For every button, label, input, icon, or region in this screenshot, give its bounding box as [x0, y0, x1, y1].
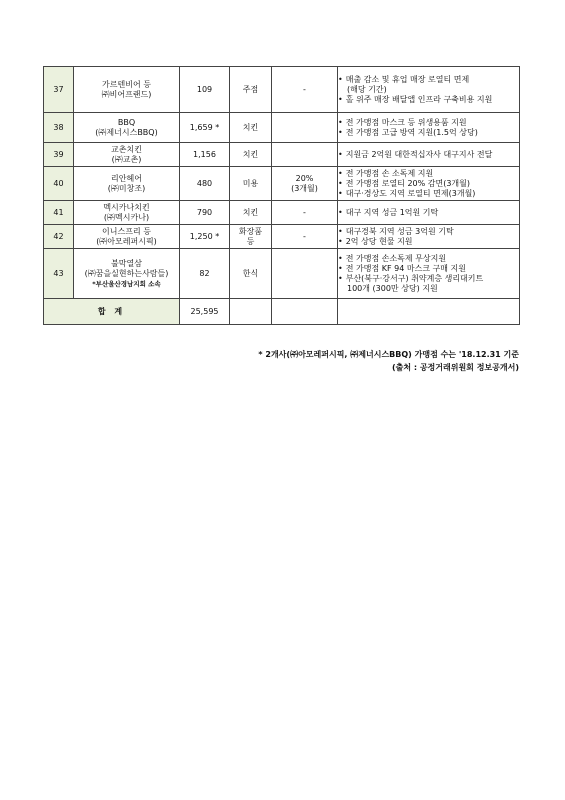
table-row	[44, 249, 520, 299]
table-row	[44, 113, 520, 143]
brand-name-line: 교촌치킨	[111, 144, 142, 154]
store-count: 1,250 *	[180, 225, 230, 249]
brand-name-cell	[74, 225, 180, 249]
support-bullet-item: • 지원금 2억원 대한적십자사 대구지사 전달	[338, 150, 519, 160]
brand-name-line: 멕시카나치킨	[103, 202, 150, 212]
support-cell	[338, 113, 520, 143]
support-cell	[338, 67, 520, 113]
royalty-line: -	[303, 84, 306, 94]
total-support-empty	[338, 299, 520, 325]
footnotes	[258, 348, 519, 374]
support-bullet-item: • 전 가맹점 마스크 등 위생용품 지원	[338, 118, 519, 128]
royalty-cell	[272, 201, 338, 225]
brand-name-cell	[74, 143, 180, 167]
store-count: 109	[180, 67, 230, 113]
support-bullet-item: • 2억 상당 현물 지원	[338, 237, 519, 247]
support-bullet-item: • 홀 위주 매장 배달앱 인프라 구축비용 지원	[338, 95, 519, 105]
store-count: 82	[180, 249, 230, 299]
sector-cell	[230, 143, 272, 167]
support-bullet-item: • 전 가맹점 고급 방역 지원(1.5억 상당)	[338, 128, 519, 138]
total-row	[44, 299, 520, 325]
royalty-cell	[272, 167, 338, 201]
support-bullet-item: • 대구경북 지역 성금 3억원 기탁	[338, 227, 519, 237]
royalty-line: -	[303, 207, 306, 217]
sector-cell	[230, 249, 272, 299]
row-number: 40	[44, 167, 74, 201]
sector-line: 치킨	[242, 149, 259, 159]
footnote-source: (출처 : 공정거래위원회 정보공개서)	[391, 363, 519, 372]
support-cell	[338, 143, 520, 167]
table-body	[44, 67, 520, 299]
sector-cell	[230, 67, 272, 113]
support-bullet-item: • 매출 감소 및 휴업 매장 로열티 면제	[338, 75, 519, 85]
store-count: 790	[180, 201, 230, 225]
sector-line: 등	[246, 236, 255, 246]
royalty-line: -	[303, 231, 306, 241]
brand-name-line: 이니스프리 등	[102, 226, 151, 236]
sector-line: 주점	[242, 84, 259, 94]
brand-name-cell	[74, 167, 180, 201]
sector-cell	[230, 113, 272, 143]
total-label: 합 계	[44, 299, 180, 325]
sector-cell	[230, 225, 272, 249]
support-bullet-item: • 부산(북구·강서구) 취약계층 생리대키트	[338, 274, 519, 284]
brand-name-cell	[74, 201, 180, 225]
total-sector-empty	[230, 299, 272, 325]
support-continuation: 100개 (300만 상당) 지원	[347, 283, 438, 293]
support-bullet-item: • 대구·경상도 지역 로열티 면제(3개월)	[338, 189, 519, 199]
royalty-cell	[272, 249, 338, 299]
brand-name-line: (㈜꿈을실현하는사람들)	[84, 268, 169, 278]
support-continuation: (해당 기간)	[347, 84, 387, 94]
table-row	[44, 201, 520, 225]
brand-name-line: ㈜비어프랜드)	[101, 89, 152, 99]
sector-cell	[230, 167, 272, 201]
footnote-basis: * 2개사(㈜아모레퍼시픽, ㈜제너시스BBQ) 가맹점 수는 '18.12.31 기준	[258, 350, 519, 359]
support-bullet-item: • 전 가맹점 KF 94 마스크 구매 지원	[338, 264, 519, 274]
brand-name-line: 가르텐비어 등	[102, 79, 151, 89]
table-row	[44, 225, 520, 249]
sector-line: 치킨	[242, 122, 259, 132]
store-count: 480	[180, 167, 230, 201]
store-count: 1,156	[180, 143, 230, 167]
table-row	[44, 67, 520, 113]
brand-name-line: (㈜제너시스BBQ)	[95, 127, 158, 137]
royalty-line: 20%	[295, 173, 314, 183]
brand-name-line: (㈜멕시카나)	[103, 212, 150, 222]
row-number: 37	[44, 67, 74, 113]
support-cell	[338, 249, 520, 299]
support-bullet-item: • 전 가맹점 로열티 20% 감면(3개월)	[338, 179, 519, 189]
sector-line: 화장품	[238, 226, 263, 236]
support-bullet-item: • 전 가맹점 손소독제 무상지원	[338, 254, 519, 264]
row-number: 43	[44, 249, 74, 299]
brand-name-cell	[74, 67, 180, 113]
brand-name-cell	[74, 113, 180, 143]
royalty-cell	[272, 143, 338, 167]
brand-name-line: (㈜미창조)	[107, 183, 146, 193]
sector-line: 미용	[242, 178, 259, 188]
royalty-cell	[272, 225, 338, 249]
table-row	[44, 167, 520, 201]
support-bullet-item: • 전 가맹점 손 소독제 지원	[338, 169, 519, 179]
brand-name-line: (㈜교촌)	[111, 154, 142, 164]
row-number: 42	[44, 225, 74, 249]
brand-name-line: 리안헤어	[111, 173, 142, 183]
brand-subnote: *부산울산경남지회 소속	[92, 279, 161, 288]
total-royalty-empty	[272, 299, 338, 325]
row-number: 39	[44, 143, 74, 167]
sector-line: 치킨	[242, 207, 259, 217]
total-count: 25,595	[180, 299, 230, 325]
royalty-cell	[272, 113, 338, 143]
sector-cell	[230, 201, 272, 225]
support-bullet-item: • 대구 지역 성금 1억원 기탁	[338, 208, 519, 218]
support-cell	[338, 225, 520, 249]
royalty-line: (3개월)	[291, 183, 318, 193]
brand-name-cell	[74, 249, 180, 299]
table-row	[44, 143, 520, 167]
store-count: 1,659 *	[180, 113, 230, 143]
row-number: 41	[44, 201, 74, 225]
support-cell	[338, 201, 520, 225]
brand-name-line: (㈜아모레퍼시픽)	[96, 236, 157, 246]
brand-name-line: 불막열삼	[111, 258, 142, 268]
brand-name-line: BBQ	[117, 117, 136, 127]
sector-line: 한식	[242, 268, 259, 278]
franchise-support-table	[43, 66, 520, 325]
row-number: 38	[44, 113, 74, 143]
royalty-cell	[272, 67, 338, 113]
support-cell	[338, 167, 520, 201]
